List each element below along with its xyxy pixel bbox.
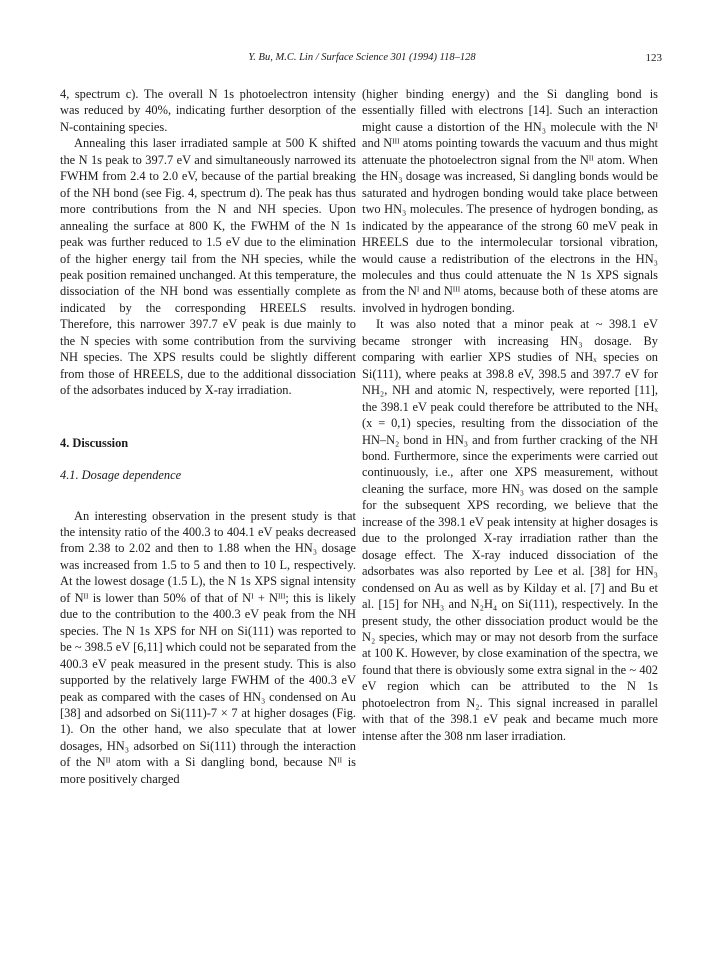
left-column: [60, 86, 356, 787]
paragraph: Annealing this laser irradiated sample at 500 K shifted the N 1s peak to 397.7 eV and simultaneously narrowed its FWHM from 2.4 to 2.0 eV, because of the partial breaking of the NH bond (see Fig. 4, spectrum d). The peak has thus more contributions from the N and NH species. Upon annealing the surface at 800 K, the FWHM of the N 1s peak was further reduced to 1.5 eV due to the elimination of the higher energy tail from the NH species, while the peak position remained unchanged. At this temperature, the dissociation of the NH bond was essentially complete as indicated by the corresponding HREELS results. Therefore, this narrower 397.7 eV peak is due mainly to the N species with some contribution from the surviving NH species. The XPS results could be slightly different from those of HREELS, due to the additional dissociation of the adsorbates induced by X-ray irradiation.: [60, 136, 356, 398]
paragraph: It was also noted that a minor peak at ~ 398.1 eV became stronger with increasing HN₃ dosage. By comparing with earlier XPS studies of NHₓ species on Si(111), where peaks at 398.8 eV, 398.5 and 397.7 eV for NH₂, NH and atomic N, respectively, were reported [11], the 398.1 eV peak could therefore be attributed to the NHₓ (x = 0,1) species, resulting from the dissociation of the HN–N₂ bond in HN₃ and from further cracking of the NH bond. Furthermore, since the experiments were carried out continuously, i.e., after one XPS measurement, without cleaning the surface, more HN₃ was dosed on the sample for the subsequent XPS recording, we believe that the increase of the 398.1 eV peak intensity at higher dosages is due to the prolonged X-ray irradiation rather than the dosage effect. The X-ray induced dissociation of the adsorbates was also reported by Lee et al. [38] for HN₃ condensed on Au as well as by Kilday et al. [7] and Bu et al. [15] for NH₃ and N₂H₄ on Si(111), respectively. In the present study, the other dissociation product would be the N₂ species, which may or may not desorb from the surface at 100 K. However, by close examination of the spectra, we found that there is obviously some extra signal in the ~ 402 eV region which can be attributed to the N 1s photoelectron from N₂. This signal increased in parallel with that of the 398.1 eV peak and became much more intense after the 308 nm laser irradiation.: [362, 317, 658, 743]
running-head: Y. Bu, M.C. Lin / Surface Science 301 (1994) 118–128: [248, 52, 476, 63]
paragraph: (higher binding energy) and the Si dangling bond is essentially filled with electrons [14]. Such an interaction might cause a distortion of the HN₃ molecule with the Nᴵ and Nᴵᴵᴵ atoms pointing towards the vacuum and thus might attenuate the photoelectron signal from the Nᴵᴵ atom. When the HN₃ dosage was increased, Si dangling bonds would be saturated and hydrogen bonding would take place between two HN₃ molecules. The presence of hydrogen bonding, as indicated by the appearance of the strong 60 meV peak in HREELS due to the intermolecular torsional vibration, would cause a redistribution of the electrons in the HN₃ molecules and thus could attenuate the N 1s XPS signals from the Nᴵ and Nᴵᴵᴵ atoms, because both of these atoms are involved in hydrogen bonding.: [362, 87, 658, 315]
paragraph: An interesting observation in the present study is that the intensity ratio of the 400.3 to 404.1 eV peaks decreased from 2.38 to 2.02 and then to 1.88 when the HN₃ dosage was increased from 1.5 to 5 and then to 10 L, respectively. At the lowest dosage (1.5 L), the N 1s XPS signal intensity of Nᴵᴵ is lower than 50% of that of Nᴵ + Nᴵᴵᴵ; this is likely due to the contribution to the 400.3 eV peak from the NH species. The N 1s XPS for NH on Si(111) was reported to be ~ 398.5 eV [6,11] which could not be separated from the 400.3 eV peak measured in the present study. This is also supported by the relatively large FWHM of the 400.3 eV peak as compared with the cases of HN₃ condensed on Au [38] and adsorbed on Si(111)-7 × 7 at higher dosages (Fig. 1). On the other hand, we also speculate that at lower dosages, HN₃ adsorbed on Si(111) through the interaction of the Nᴵᴵ atom with a Si dangling bond, because Nᴵᴵ is more positively charged: [60, 508, 356, 786]
section-heading: 4. Discussion: [60, 435, 129, 450]
right-column: [362, 86, 658, 744]
subsection-heading: 4.1. Dosage dependence: [60, 468, 182, 483]
paragraph: 4, spectrum c). The overall N 1s photoelectron intensity was reduced by 40%, indicating further desorption of the N-containing species.: [60, 87, 356, 134]
page-number: 123: [645, 52, 662, 64]
